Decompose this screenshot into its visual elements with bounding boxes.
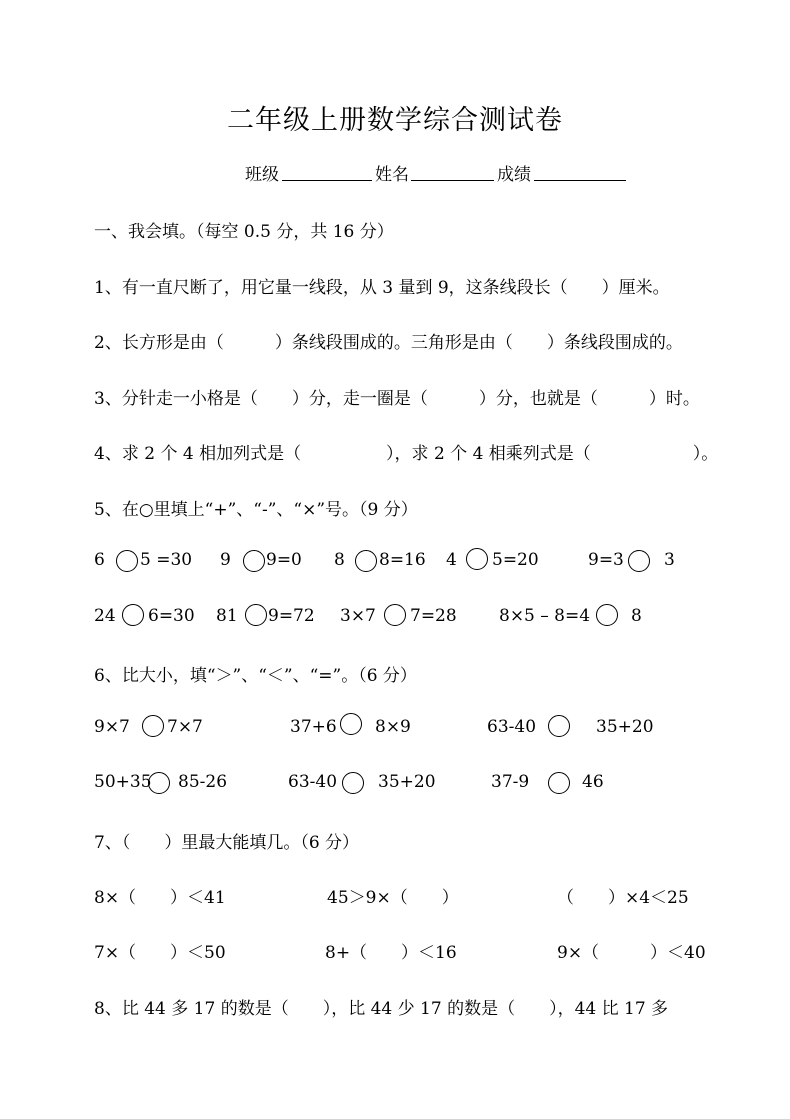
q7-item: 8×（ ）＜41 xyxy=(94,888,226,908)
q6-r2-left: 37-9 xyxy=(491,772,530,792)
q5-r1-result: 9=0 xyxy=(266,550,302,570)
q6-r2-right: 46 xyxy=(582,772,604,792)
answer-circle[interactable] xyxy=(355,550,377,572)
q5-r1-result: 5=20 xyxy=(492,550,539,570)
answer-circle[interactable] xyxy=(122,604,144,626)
q6-r1-left: 37+6 xyxy=(290,717,337,737)
question-4: 4、求 2 个 4 相加列式是（ ），求 2 个 4 相乘列式是（ ）。 xyxy=(94,444,719,464)
q5-r1-operand: 4 xyxy=(446,550,457,570)
q7-item: 45＞9×（ ） xyxy=(327,888,459,908)
question-2: 2、长方形是由（ ）条线段围成的。三角形是由（ ）条线段围成的。 xyxy=(94,333,683,353)
q5-r2-result: 9=72 xyxy=(268,606,315,626)
question-1: 1、有一直尺断了，用它量一线段，从 3 量到 9，这条线段长（ ）厘米。 xyxy=(94,278,670,298)
q7-item: 8+（ ）＜16 xyxy=(325,943,457,963)
q5-r1-result: 5 =30 xyxy=(140,550,193,570)
compare-circle[interactable] xyxy=(342,772,364,794)
q6-r2-left: 63-40 xyxy=(288,772,338,792)
compare-circle[interactable] xyxy=(142,715,164,737)
class-label: 班级 xyxy=(245,165,279,185)
q5-r2-operand: 81 xyxy=(216,606,238,626)
q5-r2-result: 7=28 xyxy=(410,606,457,626)
question-6-heading: 6、比大小，填“＞”、“＜”、“=”。（6 分） xyxy=(94,666,417,686)
q5-r1-operand: 8 xyxy=(334,550,345,570)
compare-circle[interactable] xyxy=(548,715,570,737)
answer-circle[interactable] xyxy=(596,604,618,626)
q6-r1-right: 8×9 xyxy=(375,717,411,737)
answer-circle[interactable] xyxy=(243,550,265,572)
answer-circle[interactable] xyxy=(384,604,406,626)
q6-r2-left: 50+35 xyxy=(94,772,152,792)
answer-circle[interactable] xyxy=(116,550,138,572)
q5-r1-result: 8=16 xyxy=(379,550,426,570)
q6-r2-right: 35+20 xyxy=(378,772,436,792)
q6-r1-left: 63-40 xyxy=(487,717,537,737)
q5-r1-operand: 9 xyxy=(220,550,231,570)
question-8: 8、比 44 多 17 的数是（ ），比 44 少 17 的数是（ ），44 比 17 多 xyxy=(94,999,669,1019)
q5-r1-result: 3 xyxy=(664,550,675,570)
q5-r2-result: 6=30 xyxy=(148,606,195,626)
page-title: 二年级上册数学综合测试卷 xyxy=(227,105,563,136)
q7-item: 7×（ ）＜50 xyxy=(94,943,226,963)
q6-r1-left: 9×7 xyxy=(94,717,130,737)
q5-r1-operand: 9=3 xyxy=(588,550,624,570)
name-label: 姓名 xyxy=(375,165,409,185)
score-blank[interactable] xyxy=(534,162,626,181)
compare-circle[interactable] xyxy=(148,772,170,794)
q6-r1-right: 35+20 xyxy=(596,717,654,737)
q5-r2-operand: 24 xyxy=(94,606,116,626)
q6-r2-right: 85-26 xyxy=(178,772,228,792)
compare-circle[interactable] xyxy=(340,713,362,735)
class-blank[interactable] xyxy=(282,162,372,181)
q5-r2-operand: 3×7 xyxy=(340,606,376,626)
score-label: 成绩 xyxy=(497,165,531,185)
answer-circle[interactable] xyxy=(628,550,650,572)
q7-item: （ ）×4＜25 xyxy=(557,888,689,908)
question-5-heading: 5、在○里填上“+”、“-”、“×”号。（9 分） xyxy=(94,500,418,520)
question-7-heading: 7、（ ）里最大能填几。（6 分） xyxy=(94,833,360,853)
q5-r1-operand: 6 xyxy=(94,550,105,570)
answer-circle[interactable] xyxy=(466,548,488,570)
answer-circle[interactable] xyxy=(245,604,267,626)
section-heading: 一、我会填。（每空 0.5 分，共 16 分） xyxy=(94,222,394,242)
question-3: 3、分针走一小格是（ ）分，走一圈是（ ）分，也就是（ ）时。 xyxy=(94,389,700,409)
q6-r1-right: 7×7 xyxy=(167,717,203,737)
q7-item: 9×（ ）＜40 xyxy=(557,943,706,963)
q5-r2-operand: 8×5 – 8=4 xyxy=(499,606,591,626)
name-blank[interactable] xyxy=(411,162,494,181)
compare-circle[interactable] xyxy=(548,772,570,794)
q5-r2-result: 8 xyxy=(631,606,642,626)
